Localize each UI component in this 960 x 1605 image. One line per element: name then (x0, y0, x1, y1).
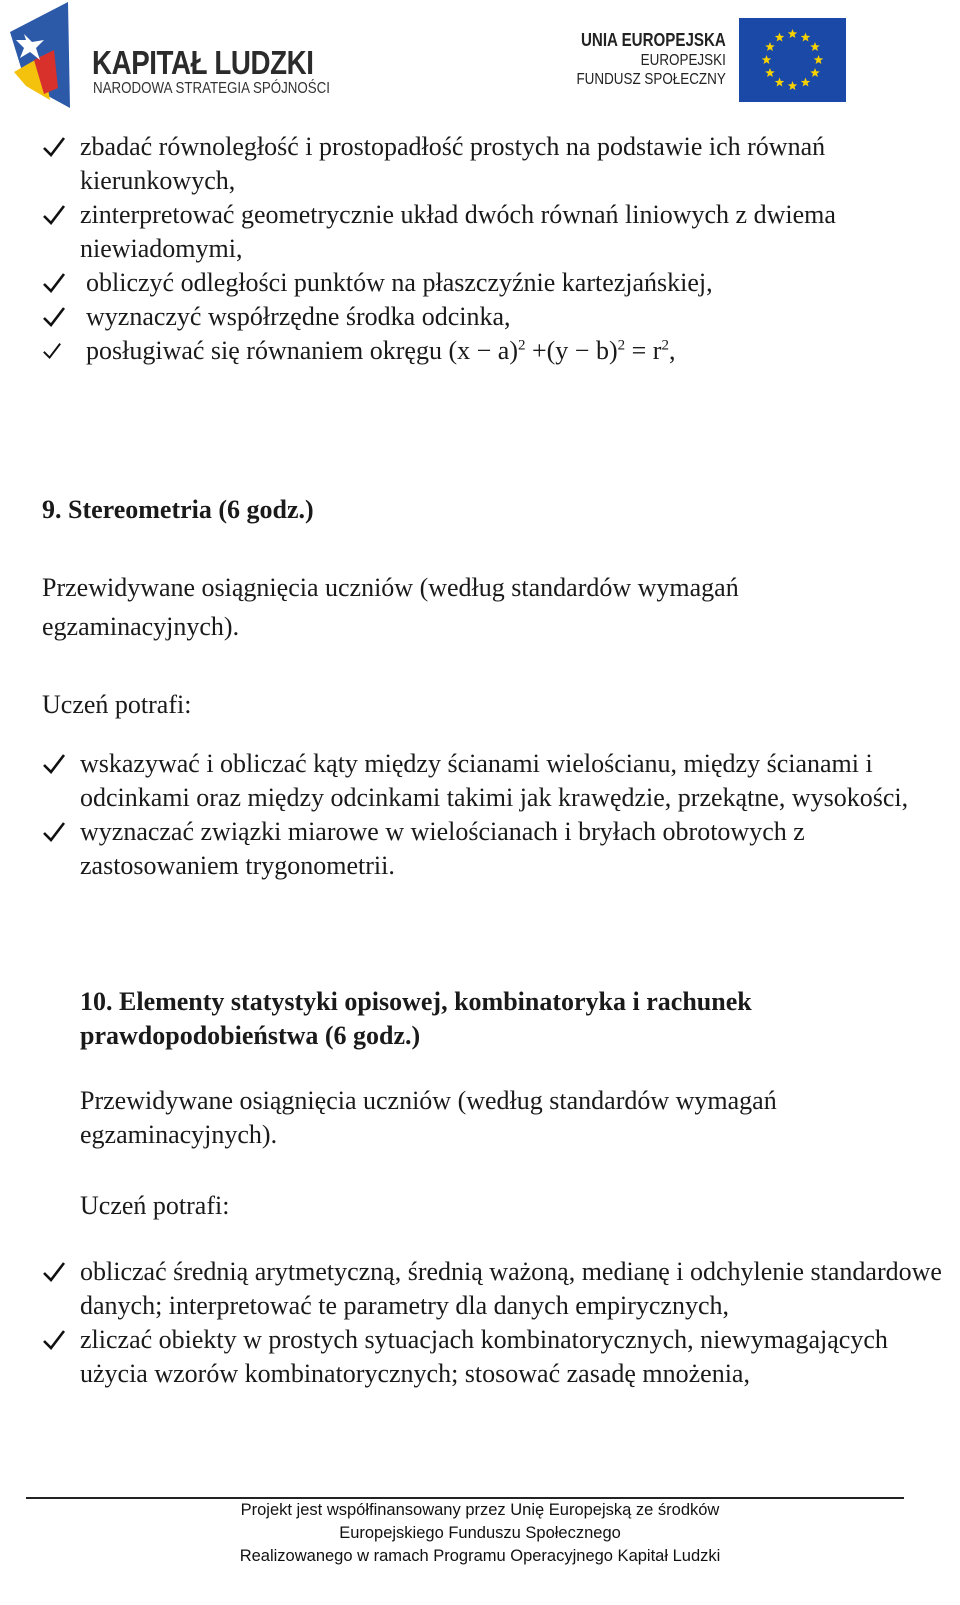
student-can-label: Uczeń potrafi: (80, 1191, 230, 1220)
section-intro: Przewidywane osiągnięcia uczniów (według standardów wymagań egzaminacyjnych). (42, 573, 739, 641)
circle-equation-text: posługiwać się równaniem okręgu (x − a) (86, 336, 518, 365)
checkmark-icon (42, 272, 66, 294)
eu-logo-text (577, 30, 726, 89)
list-item (42, 747, 922, 815)
footer-line-1: Projekt jest współfinansowany przez Unię Europejską ze środków (240, 1501, 720, 1519)
list-item-text: obliczać średnią arytmetyczną, średnią ważoną, medianę i odchylenie standardowe danych; interpretować te parametry dla danych empirycznych, (80, 1257, 942, 1320)
checkmark-icon (42, 342, 62, 360)
checkmark-icon (42, 1329, 66, 1351)
checkmark-icon (42, 204, 66, 226)
list-item (42, 266, 942, 300)
list-item-circle-equation (42, 334, 942, 368)
footer-line-3: Realizowanego w ramach Programu Operacyjnego Kapitał Ludzki (239, 1547, 721, 1565)
eu-flag-icon (739, 18, 846, 102)
circle-equation-text: = r (625, 336, 662, 365)
section-intro: Przewidywane osiągnięcia uczniów (według standardów wymagań egzaminacyjnych). (80, 1086, 777, 1149)
list-item (42, 1323, 942, 1391)
section-heading-stereometry: 9. Stereometria (6 godz.) (42, 495, 314, 524)
circle-equation-text: +(y − b) (525, 336, 618, 365)
exponent: 2 (661, 337, 669, 354)
circle-equation-text: , (668, 336, 676, 365)
kapital-ludzki-title: KAPITAŁ LUDZKI (92, 44, 314, 81)
eu-fund-label-1: EUROPEJSKI (640, 52, 726, 69)
checkmark-icon (42, 821, 66, 843)
student-can-label: Uczeń potrafi: (42, 690, 192, 719)
list-item (42, 198, 942, 266)
section-heading-statistics: 10. Elementy statystyki opisowej, kombinatoryka i rachunek prawdopodobieństwa (6 godz.) (80, 987, 752, 1050)
checkmark-icon (42, 306, 66, 328)
checkmark-icon (42, 753, 66, 775)
checkmark-icon (42, 1261, 66, 1283)
list-analytic-geometry (42, 130, 942, 368)
list-item-text: wyznaczać związki miarowe w wielościanach i bryłach obrotowych z zastosowaniem trygonometrii. (80, 817, 805, 880)
eu-fund-label-2: FUNDUSZ SPOŁECZNY (576, 71, 726, 88)
kapital-ludzki-subtitle: NARODOWA STRATEGIA SPÓJNOŚCI (93, 80, 331, 97)
exponent: 2 (617, 337, 626, 354)
list-item (42, 815, 922, 883)
list-item (42, 130, 942, 198)
list-item-text: zbadać równoległość i prostopadłość prostych na podstawie ich równań kierunkowych, (80, 132, 826, 195)
eu-union-label: UNIA EUROPEJSKA (581, 30, 726, 50)
footer (26, 1499, 934, 1568)
list-stereometry (42, 747, 922, 883)
list-item-text: zliczać obiekty w prostych sytuacjach kombinatorycznych, niewymagających użycia wzorów kombinatorycznych; stosować zasadę mnożenia, (80, 1325, 888, 1388)
list-item-text: wskazywać i obliczać kąty między ścianami wielościanu, między ścianami i odcinkami oraz między odcinkami takimi jak krawędzie, przekątne, wysokości, (80, 749, 909, 812)
footer-line-2: Europejskiego Funduszu Społecznego (339, 1524, 621, 1542)
list-item (42, 300, 942, 334)
exponent: 2 (517, 337, 526, 354)
list-item-text: obliczyć odległości punktów na płaszczyźnie kartezjańskiej, (86, 268, 713, 297)
list-item-text: wyznaczyć współrzędne środka odcinka, (86, 302, 511, 331)
checkmark-icon (42, 136, 66, 158)
list-item-text: zinterpretować geometrycznie układ dwóch równań liniowych z dwiema niewiadomymi, (80, 200, 836, 263)
list-statistics (42, 1255, 942, 1391)
list-item (42, 1255, 942, 1323)
